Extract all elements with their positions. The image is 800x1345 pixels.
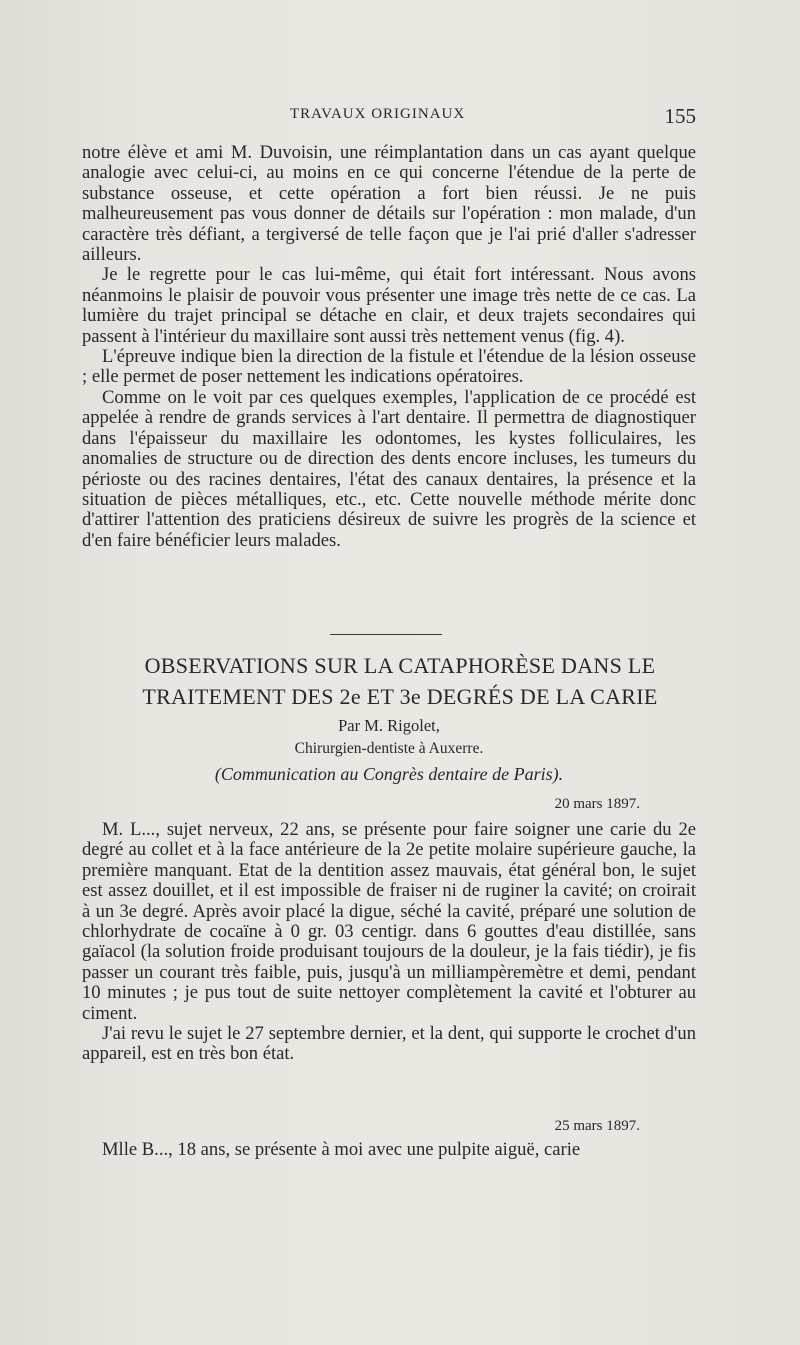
section-divider [330,634,442,635]
paragraph: Comme on le voit par ces quelques exemples, l'application de ce procédé est appelée à rendre de grands services à l'art dentaire. Il permettra de diagnostiquer dans l'épaisseur du maxillaire les odontomes, les kystes folliculaires, les anomalies de structure ou de direction des dents encore incluses, les tumeurs du périoste ou des racines dentaires, l'état des canaux dentaires, la présence et la situation de pièces métalliques, etc., etc. Cette nouvelle méthode mérite donc d'attirer l'attention des praticiens désireux de suivre les progrès de la science et d'en faire bénéficier leurs malades. [82,386,696,551]
article-title [62,650,738,712]
page-number: 155 [664,104,696,128]
paragraph: M. L..., sujet nerveux, 22 ans, se présente pour faire soigner une carie du 2e degré au collet et à la face antérieure de la 2e petite molaire supérieure gauche, la première manquant. Etat de la dentition assez mauvais, état général bon, le sujet est assez douillet, et il est impossible de fraiser ni de ruginer la cavité; on croirait à un 3e degré. Après avoir placé la digue, séché la cavité, préparé une solution de chlorhydrate de cocaïne à 0 gr. 03 centigr. dans 6 gouttes d'eau distillée, sans gaïacol (la solution froide produisant toujours de la douleur, je la fais tiédir), je fis passer un courant très faible, puis, jusqu'à un milliampèremètre et demi, pendant 10 minutes ; je pus tout de suite nettoyer complètement la cavité et l'obturer au ciment. [82,819,696,1024]
intro-text [82,143,696,551]
title-line: TRAITEMENT DES 2e ET 3e DEGRÉS DE LA CARIE [142,684,658,709]
paragraph: Mlle B..., 18 ans, se présente à moi avec une pulpite aiguë, carie [102,1139,581,1160]
paragraph: L'épreuve indique bien la direction de la fistule et l'étendue de la lésion osseuse ; elle permet de poser nettement les indications opératoires. [82,346,696,388]
paragraph: Je le regrette pour le cas lui-même, qui était fort intéressant. Nous avons néanmoins le plaisir de pouvoir vous présenter une image très nette de ce cas. La lumière du trajet principal se détache en clair, et deux trajets secondaires qui passent à l'intérieur du maxillaire sont aussi très nettement venus (fig. 4). [82,264,696,347]
observation-date: 25 mars 1897. [554,1118,640,1134]
author-affiliation: Chirurgien-dentiste à Auxerre. [294,740,484,757]
running-head: TRAVAUX ORIGINAUX [290,106,466,122]
paragraph: J'ai revu le sujet le 27 septembre dernier, et la dent, qui supporte le crochet d'un appareil, est en très bon état. [82,1023,696,1065]
paragraph: notre élève et ami M. Duvoisin, une réimplantation dans un cas ayant quelque analogie avec celui-ci, au moins en ce qui concerne l'étendue de la perte de substance osseuse, et cette opération a fort bien réussi. Je ne puis malheureusement pas vous donner de détails sur l'opération : mon malade, d'un caractère très défiant, a tergiversé de telle façon que je l'ai prié d'aller s'adresser ailleurs. [82,142,696,266]
observation-date: 20 mars 1897. [554,796,640,812]
author-byline: Par M. Rigolet, [338,716,440,735]
communication-note: (Communication au Congrès dentaire de Paris). [214,764,564,784]
page-header [82,104,710,134]
title-line: OBSERVATIONS SUR LA CATAPHORÈSE DANS LE [144,653,656,678]
observation-text [82,820,696,1065]
